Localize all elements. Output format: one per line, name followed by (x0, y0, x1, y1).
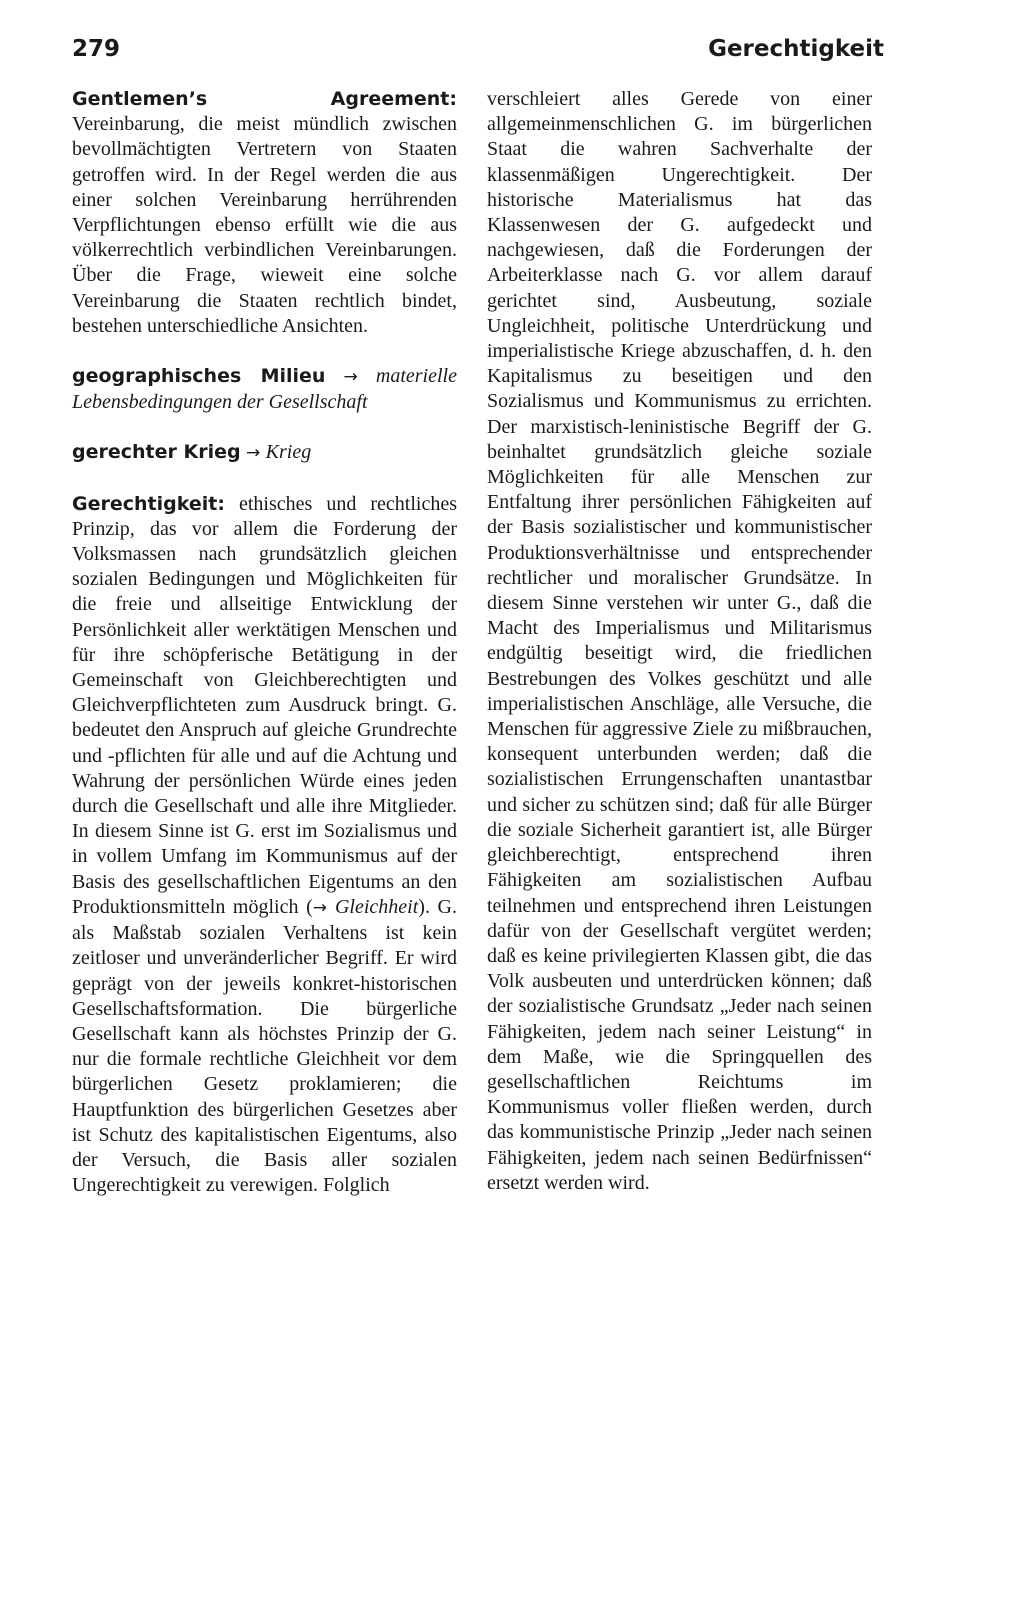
entry-term: Gerechtigkeit: (72, 492, 225, 515)
entry-term: gerechter Krieg (72, 441, 241, 464)
entry-gerechtigkeit-continuation: verschleiert alles Gerede von einer allgemeinmenschlichen G. im bürgerlichen Staat die wahren Sachverhalte der klassenmäßigen Ungerechtigkeit. Der historische Materialismus hat das Klassenwesen der G. aufgedeckt und nachgewiesen, daß die Forderungen der Arbeiterklasse nach G. vor allem darauf gerichtet sind, Ausbeutung, soziale Ungleichheit, politische Unterdrückung und imperialistische Kriege abzuschaffen, d. h. den Kapitalismus zu beseitigen und den Sozialismus und Kommunismus zu errichten. Der marxistisch-leninistische Begriff der G. beinhaltet grundsätzlich gleiche soziale Möglichkeiten für alle Menschen zur Entfaltung ihrer persönlichen Fähigkeiten auf der Basis sozialistischer und kommunistischer Produktionsverhältnisse und entsprechender rechtlicher und moralischer Grundsätze. In diesem Sinne verstehen wir unter G., daß die Macht des Imperialismus und Militarismus endgültig beseitigt wird, die friedlichen Bestrebungen des Volkes geschützt und alle imperialistischen Anschläge, alle Versuche, die Menschen für aggressive Ziele zu mißbrauchen, konsequent unterbunden werden; daß die sozialistischen Errungenschaften unantastbar und sicher zu schützen sind; daß für alle Bürger die soziale Sicherheit garantiert ist, alle Bürger gleichberechtigt, entsprechend ihren Fähigkeiten am sozialistischen Aufbau teilnehmen und entsprechend ihren Leistungen dafür von der Gesellschaft vergütet werden; daß es keine privilegierten Klassen gibt, die das Volk ausbeuten und unterdrücken können; daß der sozialistische Grundsatz „Jeder nach seinen Fähigkeiten, jedem nach seiner Leistung“ in dem Maße, wie die Springquellen des gesellschaftlichen Reichtums im Kommunismus voller fließen werden, durch das kommunistische Prinzip „Jeder nach seinen Fähigkeiten, jedem nach seinen Bedürfnissen“ ersetzt werden wird. (487, 88, 872, 1194)
reference-arrow-icon: → (240, 443, 266, 464)
left-column (72, 87, 457, 1198)
entry-body: ). G. als Maßstab sozialen Verhaltens ist kein zeitloser und unveränderlicher Begriff. Er wird geprägt von der jeweils konkret-historischen Gesellschaftsformation. Die bürgerliche Gesellschaft kann als höchstes Prinzip der G. nur die formale rechtliche Gleichheit vor dem bürgerlichen Gesetz proklamieren; die Hauptfunktion des bürgerlichen Gesetzes aber ist Schutz des kapitalistischen Eigentums, also der Versuch, die Basis aller sozialen Ungerechtigkeit zu verewigen. Folglich (72, 895, 457, 1197)
entry-body: Vereinbarung, die meist mündlich zwischen bevollmächtigten Vertretern von Staaten getroffen wird. In der Regel werden die aus einer solchen Vereinbarung herrührenden Verpflichtungen ebenso erfüllt wie die aus völkerrechtlich verbindlichen Vereinbarungen. Über die Frage, wieweit eine solche Vereinbarung die Staaten rechtlich bindet, bestehen unterschiedliche Ansichten. (72, 113, 457, 337)
cross-reference: materielle Lebensbedingungen der Gesellschaft (72, 365, 457, 414)
entry-body: ethisches und rechtliches Prinzip, das vor allem die Forderung der Volksmassen nach grundsätzlich gleichen sozialen Bedingungen und Möglichkeiten für die freie und allseitige Entwicklung der Persönlichkeit aller werktätigen Menschen und für ihre schöpferische Betätigung in der Gemeinschaft von Gleichberechtigten und Gleichverpflichteten zum Ausdruck bringt. G. bedeutet den Anspruch auf gleiche Grundrechte und -pflichten für alle und auf die Achtung und Wahrung der persönlichen Würde eines jeden durch die Gesellschaft und alle ihre Mitglieder. In diesem Sinne ist G. erst im Sozialismus und in vollem Umfang im Kommunismus auf der Basis des gesellschaftlichen Eigentums an den Produktionsmitteln möglich ( (72, 492, 457, 918)
entry-term: geographisches Milieu (72, 365, 326, 388)
entry-gerechter-krieg (72, 440, 457, 466)
right-column (487, 87, 872, 1196)
reference-arrow-icon: → (325, 367, 376, 388)
page-number: 279 (72, 36, 121, 62)
cross-reference: Krieg (265, 441, 312, 464)
entry-geographisches-milieu (72, 364, 457, 415)
entry-gentlemens-agreement (72, 87, 457, 339)
entry-gerechtigkeit (72, 492, 457, 1199)
cross-reference: Gleichheit (334, 895, 419, 918)
running-title: Gerechtigkeit (708, 36, 884, 62)
reference-arrow-icon: → (312, 897, 335, 918)
entry-term: Gentlemen’s Agreement: (72, 88, 457, 110)
